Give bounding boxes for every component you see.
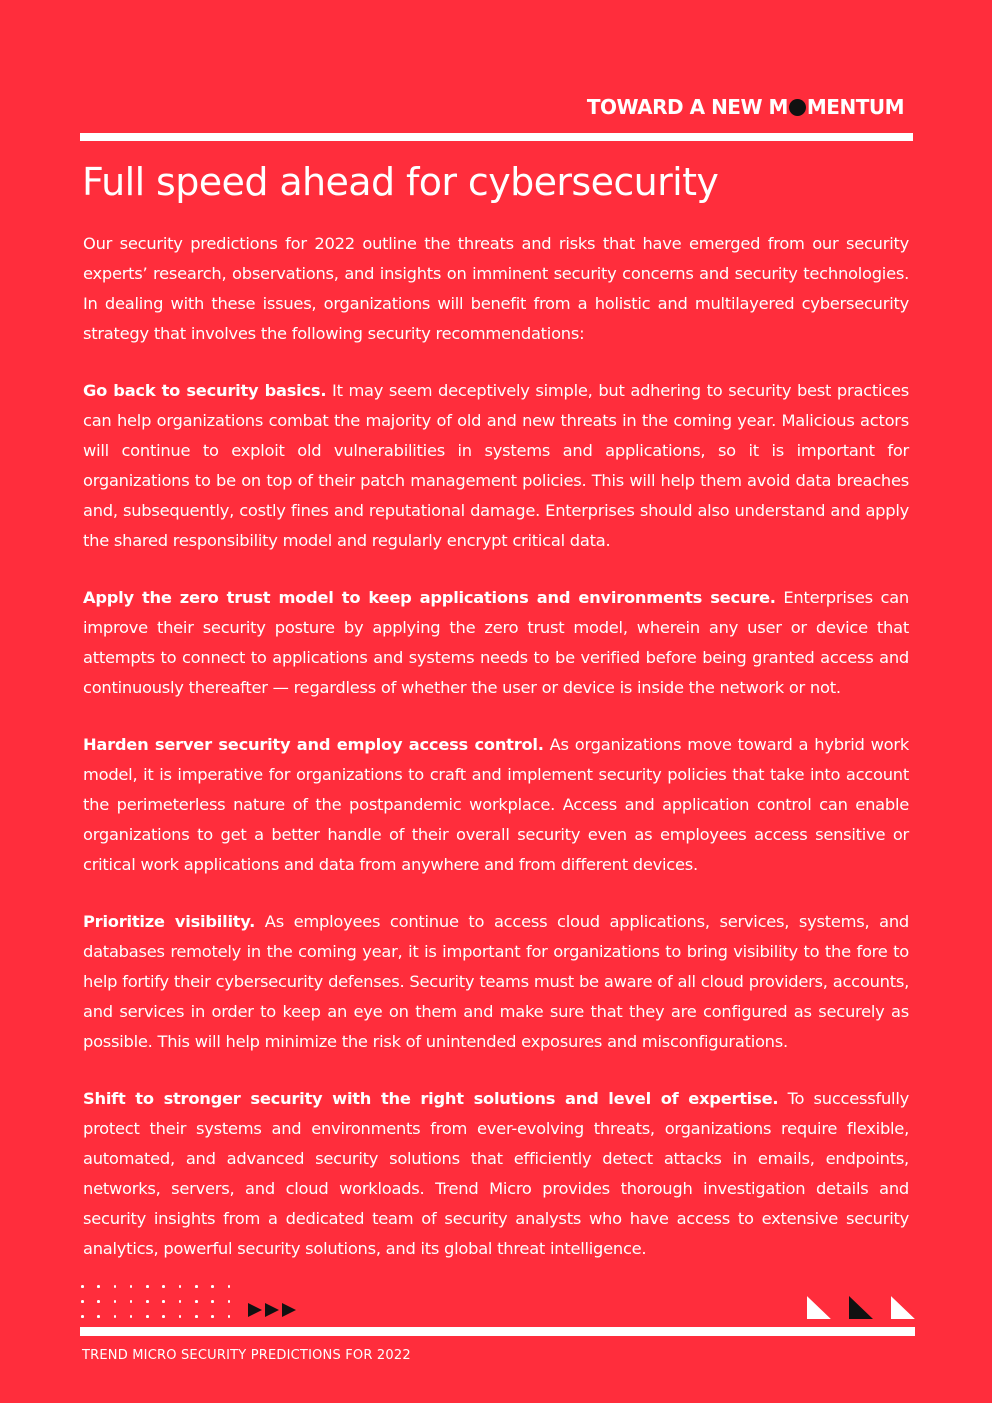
dot xyxy=(228,1300,231,1303)
footer-text: TREND MICRO SECURITY PREDICTIONS FOR 2022 xyxy=(82,1348,411,1363)
dot xyxy=(81,1285,84,1288)
dot xyxy=(179,1285,182,1288)
recommendation-heading: Prioritize visibility. xyxy=(83,912,256,931)
recommendation-heading: Harden server security and employ access control. xyxy=(83,735,544,754)
dot xyxy=(211,1300,214,1303)
recommendation-body: To successfully protect their systems and environments from ever-evolving threats, organizations require flexible, automated, and advanced security solutions that efficiently detect attacks in emails, endpoints, networks, servers, and cloud workloads. Trend Micro provides thorough investigation details and security insights from a dedicated team of security analysts who have access to extensive security analytics, powerful security solutions, and its global threat intelligence. xyxy=(83,1089,909,1258)
dot xyxy=(228,1285,231,1288)
recommendation-heading: Apply the zero trust model to keep applications and environments secure. xyxy=(83,588,776,607)
dot xyxy=(114,1300,117,1303)
article-body xyxy=(83,229,909,1291)
recommendation-body: It may seem deceptively simple, but adhering to security best practices can help organizations combat the majority of old and new threats in the coming year. Malicious actors will continue to exploit old vulnerabilities in systems and applications, so it is important for organizations to be on top of their patch management policies. This will help them avoid data breaches and, subsequently, costly fines and reputational damage. Enterprises should also understand and apply the shared responsibility model and regularly encrypt critical data. xyxy=(83,381,909,550)
top-divider xyxy=(80,133,913,141)
play-arrow-icon xyxy=(281,1302,297,1318)
dot xyxy=(195,1315,198,1318)
dot-grid-decoration xyxy=(81,1285,241,1325)
corner-triangle-outline-icon xyxy=(806,1295,832,1321)
dot xyxy=(114,1315,117,1318)
triple-play-arrows-icon xyxy=(247,1302,297,1318)
recommendation-paragraph xyxy=(83,1084,909,1264)
recommendation-heading: Shift to stronger security with the right solutions and level of expertise. xyxy=(83,1089,779,1108)
dot xyxy=(195,1285,198,1288)
dot xyxy=(146,1315,149,1318)
corner-triangle-outline-icon xyxy=(890,1295,916,1321)
dot xyxy=(146,1300,149,1303)
corner-triangle-icons xyxy=(806,1295,916,1321)
dot xyxy=(211,1285,214,1288)
corner-triangle-dark-icon xyxy=(848,1295,874,1321)
brand-header xyxy=(587,95,904,119)
play-arrow-icon xyxy=(247,1302,263,1318)
recommendation-paragraph xyxy=(83,730,909,880)
dot xyxy=(211,1315,214,1318)
recommendation-paragraph xyxy=(83,907,909,1057)
brand-text-part2: MENTUM xyxy=(806,95,904,119)
recommendation-body: As employees continue to access cloud applications, services, systems, and databases remotely in the coming year, it is important for organizations to bring visibility to the fore to help fortify their cybersecurity defenses. Security teams must be aware of all cloud providers, accounts, and services in order to keep an eye on them and make sure that they are configured as securely as possible. This will help minimize the risk of unintended exposures and misconfigurations. xyxy=(83,912,909,1051)
dot xyxy=(130,1300,133,1303)
dot xyxy=(130,1285,133,1288)
dot xyxy=(130,1315,133,1318)
brand-text-part1: TOWARD A NEW M xyxy=(586,95,788,119)
dot xyxy=(114,1285,117,1288)
dot xyxy=(179,1300,182,1303)
dot xyxy=(228,1315,231,1318)
dot xyxy=(81,1315,84,1318)
brand-o-icon xyxy=(789,99,806,116)
recommendation-heading: Go back to security basics. xyxy=(83,381,327,400)
recommendation-paragraph xyxy=(83,376,909,556)
dot xyxy=(162,1300,165,1303)
intro-paragraph: Our security predictions for 2022 outline the threats and risks that have emerged from our security experts’ research, observations, and insights on imminent security concerns and security technologies. In dealing with these issues, organizations will benefit from a holistic and multilayered cybersecurity strategy that involves the following security recommendations: xyxy=(83,234,909,343)
dot xyxy=(97,1300,100,1303)
play-arrow-icon xyxy=(264,1302,280,1318)
dot xyxy=(162,1315,165,1318)
dot xyxy=(81,1300,84,1303)
recommendation-body: As organizations move toward a hybrid work model, it is imperative for organizations to craft and implement security policies that take into account the perimeterless nature of the postpandemic workplace. Access and application control can enable organizations to get a better handle of their overall security even as employees access sensitive or critical work applications and data from anywhere and from different devices. xyxy=(83,735,909,874)
page-title: Full speed ahead for cybersecurity xyxy=(82,160,719,204)
dot xyxy=(162,1285,165,1288)
dot xyxy=(97,1285,100,1288)
dot xyxy=(195,1300,198,1303)
bottom-divider xyxy=(80,1327,915,1336)
recommendation-body: Enterprises can improve their security posture by applying the zero trust model, wherein any user or device that attempts to connect to applications and systems needs to be verified before being granted access and continuously thereafter — regardless of whether the user or device is inside the network or not. xyxy=(83,588,909,697)
dot xyxy=(97,1315,100,1318)
dot xyxy=(146,1285,149,1288)
recommendation-paragraph xyxy=(83,583,909,703)
dot xyxy=(179,1315,182,1318)
